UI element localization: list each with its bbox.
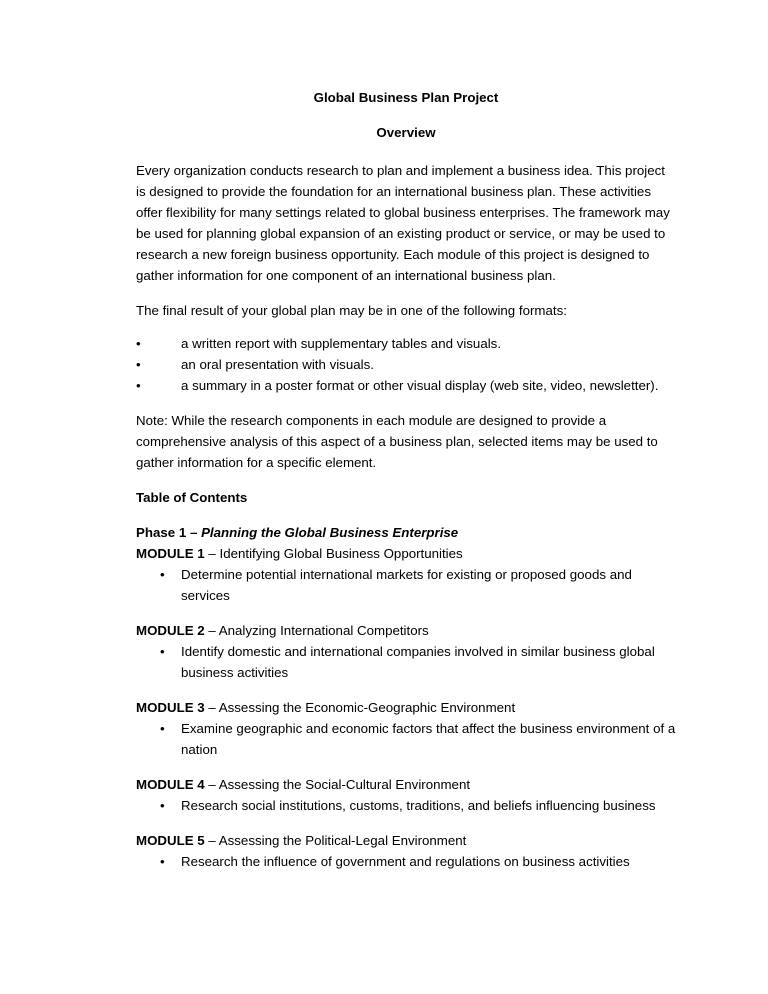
- module-1: [136, 543, 676, 606]
- module-title: – Assessing the Economic-Geographic Environment: [204, 700, 516, 715]
- module-items: [136, 564, 676, 606]
- formats-intro: The final result of your global plan may be in one of the following formats:: [136, 303, 567, 318]
- note-paragraph: Note: While the research components in each module are designed to provide a comprehensive analysis of this aspect of a business plan, selected items may be used to gather information for a specific element.: [136, 413, 658, 470]
- module-items: [136, 718, 676, 760]
- module-items: [136, 641, 676, 683]
- module-item: • Research social institutions, customs, traditions, and beliefs influencing business: [136, 795, 676, 816]
- format-item: • an oral presentation with visuals.: [136, 354, 676, 375]
- document-subtitle: Overview: [376, 125, 436, 140]
- module-heading: [136, 543, 676, 564]
- phase-label: Phase 1 –: [136, 525, 202, 540]
- format-item: • a written report with supplementary tables and visuals.: [136, 333, 676, 354]
- module-title: – Assessing the Political-Legal Environment: [204, 833, 467, 848]
- module-item: • Research the influence of government and regulations on business activities: [136, 851, 676, 872]
- module-number: MODULE 3: [136, 700, 205, 715]
- module-5: [136, 830, 676, 872]
- module-number: MODULE 5: [136, 833, 205, 848]
- format-item: • a summary in a poster format or other visual display (web site, video, newsletter).: [136, 375, 676, 396]
- module-number: MODULE 4: [136, 777, 205, 792]
- phase-heading: [136, 522, 676, 543]
- toc-heading: Table of Contents: [136, 490, 248, 505]
- module-item: • Examine geographic and economic factors that affect the business environment of a nation: [136, 718, 676, 760]
- module-3: [136, 697, 676, 760]
- module-number: MODULE 2: [136, 623, 205, 638]
- module-items: [136, 851, 676, 872]
- module-heading: [136, 774, 676, 795]
- module-heading: [136, 697, 676, 718]
- document-title: Global Business Plan Project: [313, 90, 499, 105]
- module-title: – Assessing the Social-Cultural Environment: [204, 777, 471, 792]
- module-item: • Determine potential international markets for existing or proposed goods and services: [136, 564, 676, 606]
- module-heading: [136, 620, 676, 641]
- formats-list: [136, 333, 676, 396]
- module-title: – Analyzing International Competitors: [204, 623, 429, 638]
- intro-paragraph: Every organization conducts research to plan and implement a business idea. This project is designed to provide the foundation for an international business plan. These activities offer flexibility for many settings related to global business enterprises. The framework may be used for planning global expansion of an existing product or service, or may be used to research a new foreign business opportunity. Each module of this project is designed to gather information for one component of an international business plan.: [136, 163, 670, 283]
- module-items: [136, 795, 676, 816]
- phase-title: Planning the Global Business Enterprise: [201, 525, 459, 540]
- module-heading: [136, 830, 676, 851]
- document-page: [136, 87, 676, 872]
- module-2: [136, 620, 676, 683]
- module-title: – Identifying Global Business Opportunities: [204, 546, 463, 561]
- module-number: MODULE 1: [136, 546, 205, 561]
- module-item: • Identify domestic and international companies involved in similar business global business activities: [136, 641, 676, 683]
- module-4: [136, 774, 676, 816]
